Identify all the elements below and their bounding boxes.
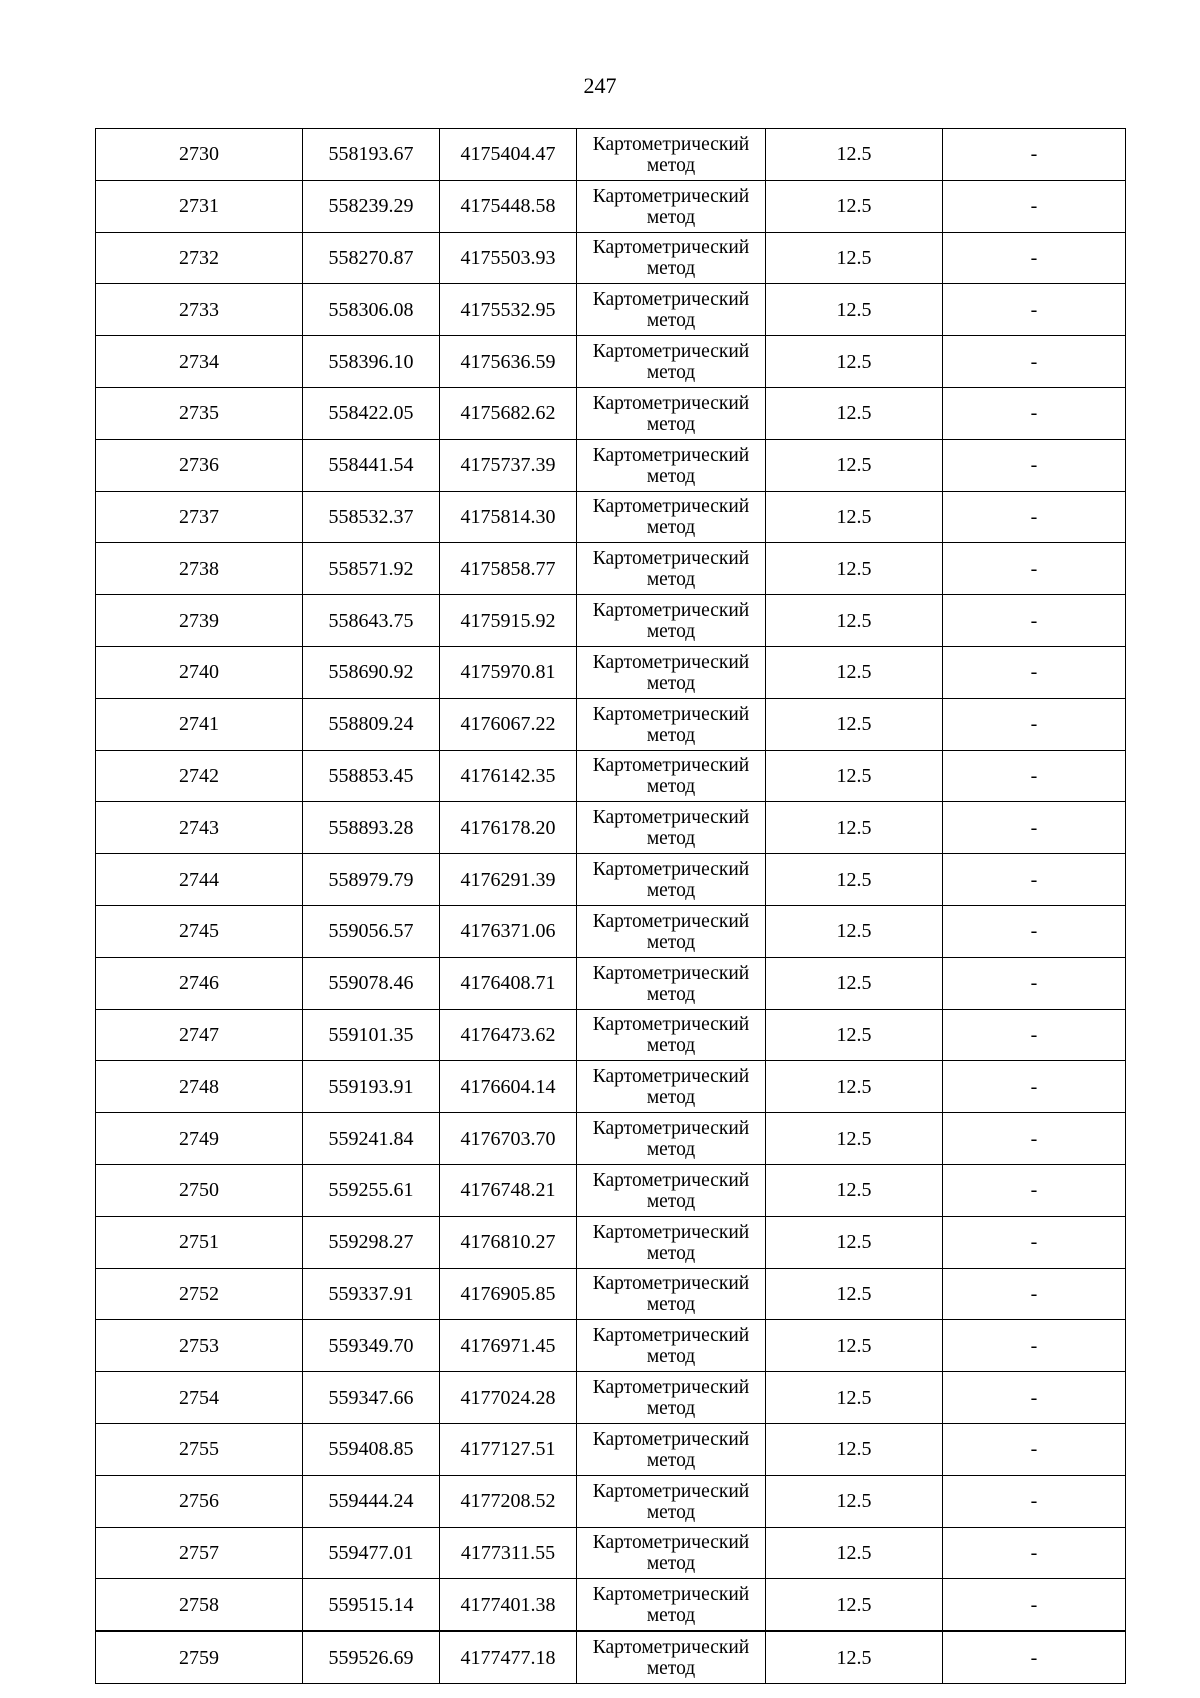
y-coordinate-cell: 4176142.35 — [440, 750, 577, 802]
accuracy-cell: 12.5 — [766, 1579, 943, 1631]
method-cell: Картометрический метод — [577, 336, 766, 388]
table-row — [96, 595, 1126, 647]
point-id-cell: 2746 — [96, 957, 303, 1009]
accuracy-cell: 12.5 — [766, 957, 943, 1009]
x-coordinate-cell: 558270.87 — [303, 232, 440, 284]
y-coordinate-cell: 4176291.39 — [440, 854, 577, 906]
accuracy-cell: 12.5 — [766, 439, 943, 491]
point-id-cell: 2747 — [96, 1009, 303, 1061]
y-coordinate-cell: 4176178.20 — [440, 802, 577, 854]
point-id-cell: 2750 — [96, 1164, 303, 1216]
point-id-cell: 2757 — [96, 1527, 303, 1579]
point-id-cell: 2739 — [96, 595, 303, 647]
accuracy-cell: 12.5 — [766, 180, 943, 232]
point-id-cell: 2751 — [96, 1216, 303, 1268]
y-coordinate-cell: 4175404.47 — [440, 129, 577, 181]
accuracy-cell: 12.5 — [766, 1216, 943, 1268]
method-cell: Картометрический метод — [577, 1631, 766, 1683]
y-coordinate-cell: 4176810.27 — [440, 1216, 577, 1268]
x-coordinate-cell: 558979.79 — [303, 854, 440, 906]
method-cell: Картометрический метод — [577, 1423, 766, 1475]
point-id-cell: 2740 — [96, 646, 303, 698]
x-coordinate-cell: 558690.92 — [303, 646, 440, 698]
accuracy-cell: 12.5 — [766, 543, 943, 595]
point-id-cell: 2733 — [96, 284, 303, 336]
y-coordinate-cell: 4177024.28 — [440, 1372, 577, 1424]
point-id-cell: 2738 — [96, 543, 303, 595]
table-row — [96, 750, 1126, 802]
table-row — [96, 854, 1126, 906]
table-row — [96, 802, 1126, 854]
table-row — [96, 646, 1126, 698]
point-id-cell: 2737 — [96, 491, 303, 543]
point-id-cell: 2732 — [96, 232, 303, 284]
method-cell: Картометрический метод — [577, 1579, 766, 1631]
note-cell: - — [943, 543, 1126, 595]
note-cell: - — [943, 491, 1126, 543]
method-cell: Картометрический метод — [577, 957, 766, 1009]
y-coordinate-cell: 4176971.45 — [440, 1320, 577, 1372]
accuracy-cell: 12.5 — [766, 646, 943, 698]
coordinates-table-body — [96, 129, 1126, 1684]
note-cell: - — [943, 1061, 1126, 1113]
x-coordinate-cell: 558893.28 — [303, 802, 440, 854]
method-cell: Картометрический метод — [577, 1216, 766, 1268]
y-coordinate-cell: 4175814.30 — [440, 491, 577, 543]
method-cell: Картометрический метод — [577, 1164, 766, 1216]
method-cell: Картометрический метод — [577, 905, 766, 957]
x-coordinate-cell: 558809.24 — [303, 698, 440, 750]
method-cell: Картометрический метод — [577, 491, 766, 543]
y-coordinate-cell: 4176905.85 — [440, 1268, 577, 1320]
table-row — [96, 129, 1126, 181]
x-coordinate-cell: 558193.67 — [303, 129, 440, 181]
method-cell: Картометрический метод — [577, 1009, 766, 1061]
method-cell: Картометрический метод — [577, 1113, 766, 1165]
method-cell: Картометрический метод — [577, 1268, 766, 1320]
accuracy-cell: 12.5 — [766, 387, 943, 439]
y-coordinate-cell: 4176703.70 — [440, 1113, 577, 1165]
y-coordinate-cell: 4177477.18 — [440, 1631, 577, 1683]
table-row — [96, 1164, 1126, 1216]
accuracy-cell: 12.5 — [766, 854, 943, 906]
method-cell: Картометрический метод — [577, 750, 766, 802]
point-id-cell: 2752 — [96, 1268, 303, 1320]
note-cell: - — [943, 180, 1126, 232]
x-coordinate-cell: 559193.91 — [303, 1061, 440, 1113]
x-coordinate-cell: 559255.61 — [303, 1164, 440, 1216]
x-coordinate-cell: 558643.75 — [303, 595, 440, 647]
method-cell: Картометрический метод — [577, 129, 766, 181]
table-row — [96, 1061, 1126, 1113]
x-coordinate-cell: 558396.10 — [303, 336, 440, 388]
x-coordinate-cell: 559056.57 — [303, 905, 440, 957]
accuracy-cell: 12.5 — [766, 1527, 943, 1579]
accuracy-cell: 12.5 — [766, 750, 943, 802]
y-coordinate-cell: 4175737.39 — [440, 439, 577, 491]
note-cell: - — [943, 1216, 1126, 1268]
method-cell: Картометрический метод — [577, 439, 766, 491]
note-cell: - — [943, 1423, 1126, 1475]
note-cell: - — [943, 1475, 1126, 1527]
note-cell: - — [943, 1372, 1126, 1424]
note-cell: - — [943, 439, 1126, 491]
method-cell: Картометрический метод — [577, 802, 766, 854]
table-row — [96, 1527, 1126, 1579]
y-coordinate-cell: 4175503.93 — [440, 232, 577, 284]
table-row — [96, 1320, 1126, 1372]
accuracy-cell: 12.5 — [766, 1061, 943, 1113]
x-coordinate-cell: 559515.14 — [303, 1579, 440, 1631]
point-id-cell: 2753 — [96, 1320, 303, 1372]
point-id-cell: 2741 — [96, 698, 303, 750]
note-cell: - — [943, 750, 1126, 802]
point-id-cell: 2749 — [96, 1113, 303, 1165]
accuracy-cell: 12.5 — [766, 491, 943, 543]
table-row — [96, 1113, 1126, 1165]
y-coordinate-cell: 4176604.14 — [440, 1061, 577, 1113]
x-coordinate-cell: 558239.29 — [303, 180, 440, 232]
table-row — [96, 1009, 1126, 1061]
note-cell: - — [943, 1164, 1126, 1216]
table-row — [96, 1475, 1126, 1527]
accuracy-cell: 12.5 — [766, 905, 943, 957]
x-coordinate-cell: 558422.05 — [303, 387, 440, 439]
note-cell: - — [943, 854, 1126, 906]
accuracy-cell: 12.5 — [766, 1113, 943, 1165]
x-coordinate-cell: 559078.46 — [303, 957, 440, 1009]
point-id-cell: 2759 — [96, 1631, 303, 1683]
x-coordinate-cell: 559347.66 — [303, 1372, 440, 1424]
x-coordinate-cell: 558306.08 — [303, 284, 440, 336]
point-id-cell: 2742 — [96, 750, 303, 802]
table-row — [96, 1579, 1126, 1631]
table-row — [96, 1216, 1126, 1268]
accuracy-cell: 12.5 — [766, 1475, 943, 1527]
accuracy-cell: 12.5 — [766, 1164, 943, 1216]
table-row — [96, 698, 1126, 750]
table-row — [96, 439, 1126, 491]
y-coordinate-cell: 4175636.59 — [440, 336, 577, 388]
table-row — [96, 180, 1126, 232]
x-coordinate-cell: 558853.45 — [303, 750, 440, 802]
y-coordinate-cell: 4177127.51 — [440, 1423, 577, 1475]
method-cell: Картометрический метод — [577, 646, 766, 698]
y-coordinate-cell: 4177208.52 — [440, 1475, 577, 1527]
method-cell: Картометрический метод — [577, 180, 766, 232]
method-cell: Картометрический метод — [577, 698, 766, 750]
y-coordinate-cell: 4175532.95 — [440, 284, 577, 336]
y-coordinate-cell: 4177311.55 — [440, 1527, 577, 1579]
accuracy-cell: 12.5 — [766, 232, 943, 284]
y-coordinate-cell: 4176408.71 — [440, 957, 577, 1009]
method-cell: Картометрический метод — [577, 595, 766, 647]
table-row — [96, 1268, 1126, 1320]
method-cell: Картометрический метод — [577, 1061, 766, 1113]
y-coordinate-cell: 4177401.38 — [440, 1579, 577, 1631]
accuracy-cell: 12.5 — [766, 1009, 943, 1061]
y-coordinate-cell: 4176473.62 — [440, 1009, 577, 1061]
accuracy-cell: 12.5 — [766, 129, 943, 181]
note-cell: - — [943, 1320, 1126, 1372]
accuracy-cell: 12.5 — [766, 284, 943, 336]
y-coordinate-cell: 4175858.77 — [440, 543, 577, 595]
note-cell: - — [943, 646, 1126, 698]
point-id-cell: 2734 — [96, 336, 303, 388]
point-id-cell: 2731 — [96, 180, 303, 232]
coordinates-table — [95, 128, 1126, 1684]
note-cell: - — [943, 387, 1126, 439]
note-cell: - — [943, 129, 1126, 181]
point-id-cell: 2755 — [96, 1423, 303, 1475]
x-coordinate-cell: 559408.85 — [303, 1423, 440, 1475]
note-cell: - — [943, 802, 1126, 854]
method-cell: Картометрический метод — [577, 232, 766, 284]
y-coordinate-cell: 4176748.21 — [440, 1164, 577, 1216]
point-id-cell: 2744 — [96, 854, 303, 906]
accuracy-cell: 12.5 — [766, 802, 943, 854]
point-id-cell: 2754 — [96, 1372, 303, 1424]
note-cell: - — [943, 1268, 1126, 1320]
note-cell: - — [943, 1113, 1126, 1165]
table-row — [96, 1372, 1126, 1424]
note-cell: - — [943, 957, 1126, 1009]
table-row — [96, 387, 1126, 439]
method-cell: Картометрический метод — [577, 543, 766, 595]
point-id-cell: 2748 — [96, 1061, 303, 1113]
page-number: 247 — [583, 73, 617, 98]
table-row — [96, 1423, 1126, 1475]
method-cell: Картометрический метод — [577, 387, 766, 439]
table-row — [96, 1631, 1126, 1683]
y-coordinate-cell: 4175915.92 — [440, 595, 577, 647]
table-row — [96, 543, 1126, 595]
x-coordinate-cell: 559526.69 — [303, 1631, 440, 1683]
x-coordinate-cell: 559337.91 — [303, 1268, 440, 1320]
table-row — [96, 957, 1126, 1009]
point-id-cell: 2743 — [96, 802, 303, 854]
table-row — [96, 232, 1126, 284]
table-row — [96, 336, 1126, 388]
y-coordinate-cell: 4175970.81 — [440, 646, 577, 698]
accuracy-cell: 12.5 — [766, 698, 943, 750]
point-id-cell: 2756 — [96, 1475, 303, 1527]
point-id-cell: 2730 — [96, 129, 303, 181]
note-cell: - — [943, 1579, 1126, 1631]
note-cell: - — [943, 1631, 1126, 1683]
point-id-cell: 2735 — [96, 387, 303, 439]
note-cell: - — [943, 232, 1126, 284]
note-cell: - — [943, 698, 1126, 750]
point-id-cell: 2745 — [96, 905, 303, 957]
accuracy-cell: 12.5 — [766, 1372, 943, 1424]
y-coordinate-cell: 4175682.62 — [440, 387, 577, 439]
method-cell: Картометрический метод — [577, 1372, 766, 1424]
note-cell: - — [943, 905, 1126, 957]
method-cell: Картометрический метод — [577, 854, 766, 906]
note-cell: - — [943, 595, 1126, 647]
y-coordinate-cell: 4176371.06 — [440, 905, 577, 957]
note-cell: - — [943, 336, 1126, 388]
x-coordinate-cell: 559101.35 — [303, 1009, 440, 1061]
x-coordinate-cell: 558571.92 — [303, 543, 440, 595]
y-coordinate-cell: 4175448.58 — [440, 180, 577, 232]
note-cell: - — [943, 284, 1126, 336]
x-coordinate-cell: 558441.54 — [303, 439, 440, 491]
accuracy-cell: 12.5 — [766, 336, 943, 388]
method-cell: Картометрический метод — [577, 284, 766, 336]
x-coordinate-cell: 558532.37 — [303, 491, 440, 543]
method-cell: Картометрический метод — [577, 1320, 766, 1372]
accuracy-cell: 12.5 — [766, 1423, 943, 1475]
y-coordinate-cell: 4176067.22 — [440, 698, 577, 750]
table-row — [96, 284, 1126, 336]
method-cell: Картометрический метод — [577, 1527, 766, 1579]
point-id-cell: 2758 — [96, 1579, 303, 1631]
x-coordinate-cell: 559349.70 — [303, 1320, 440, 1372]
x-coordinate-cell: 559444.24 — [303, 1475, 440, 1527]
x-coordinate-cell: 559241.84 — [303, 1113, 440, 1165]
accuracy-cell: 12.5 — [766, 595, 943, 647]
point-id-cell: 2736 — [96, 439, 303, 491]
note-cell: - — [943, 1527, 1126, 1579]
accuracy-cell: 12.5 — [766, 1268, 943, 1320]
method-cell: Картометрический метод — [577, 1475, 766, 1527]
accuracy-cell: 12.5 — [766, 1320, 943, 1372]
x-coordinate-cell: 559298.27 — [303, 1216, 440, 1268]
accuracy-cell: 12.5 — [766, 1631, 943, 1683]
table-row — [96, 491, 1126, 543]
table-row — [96, 905, 1126, 957]
x-coordinate-cell: 559477.01 — [303, 1527, 440, 1579]
note-cell: - — [943, 1009, 1126, 1061]
